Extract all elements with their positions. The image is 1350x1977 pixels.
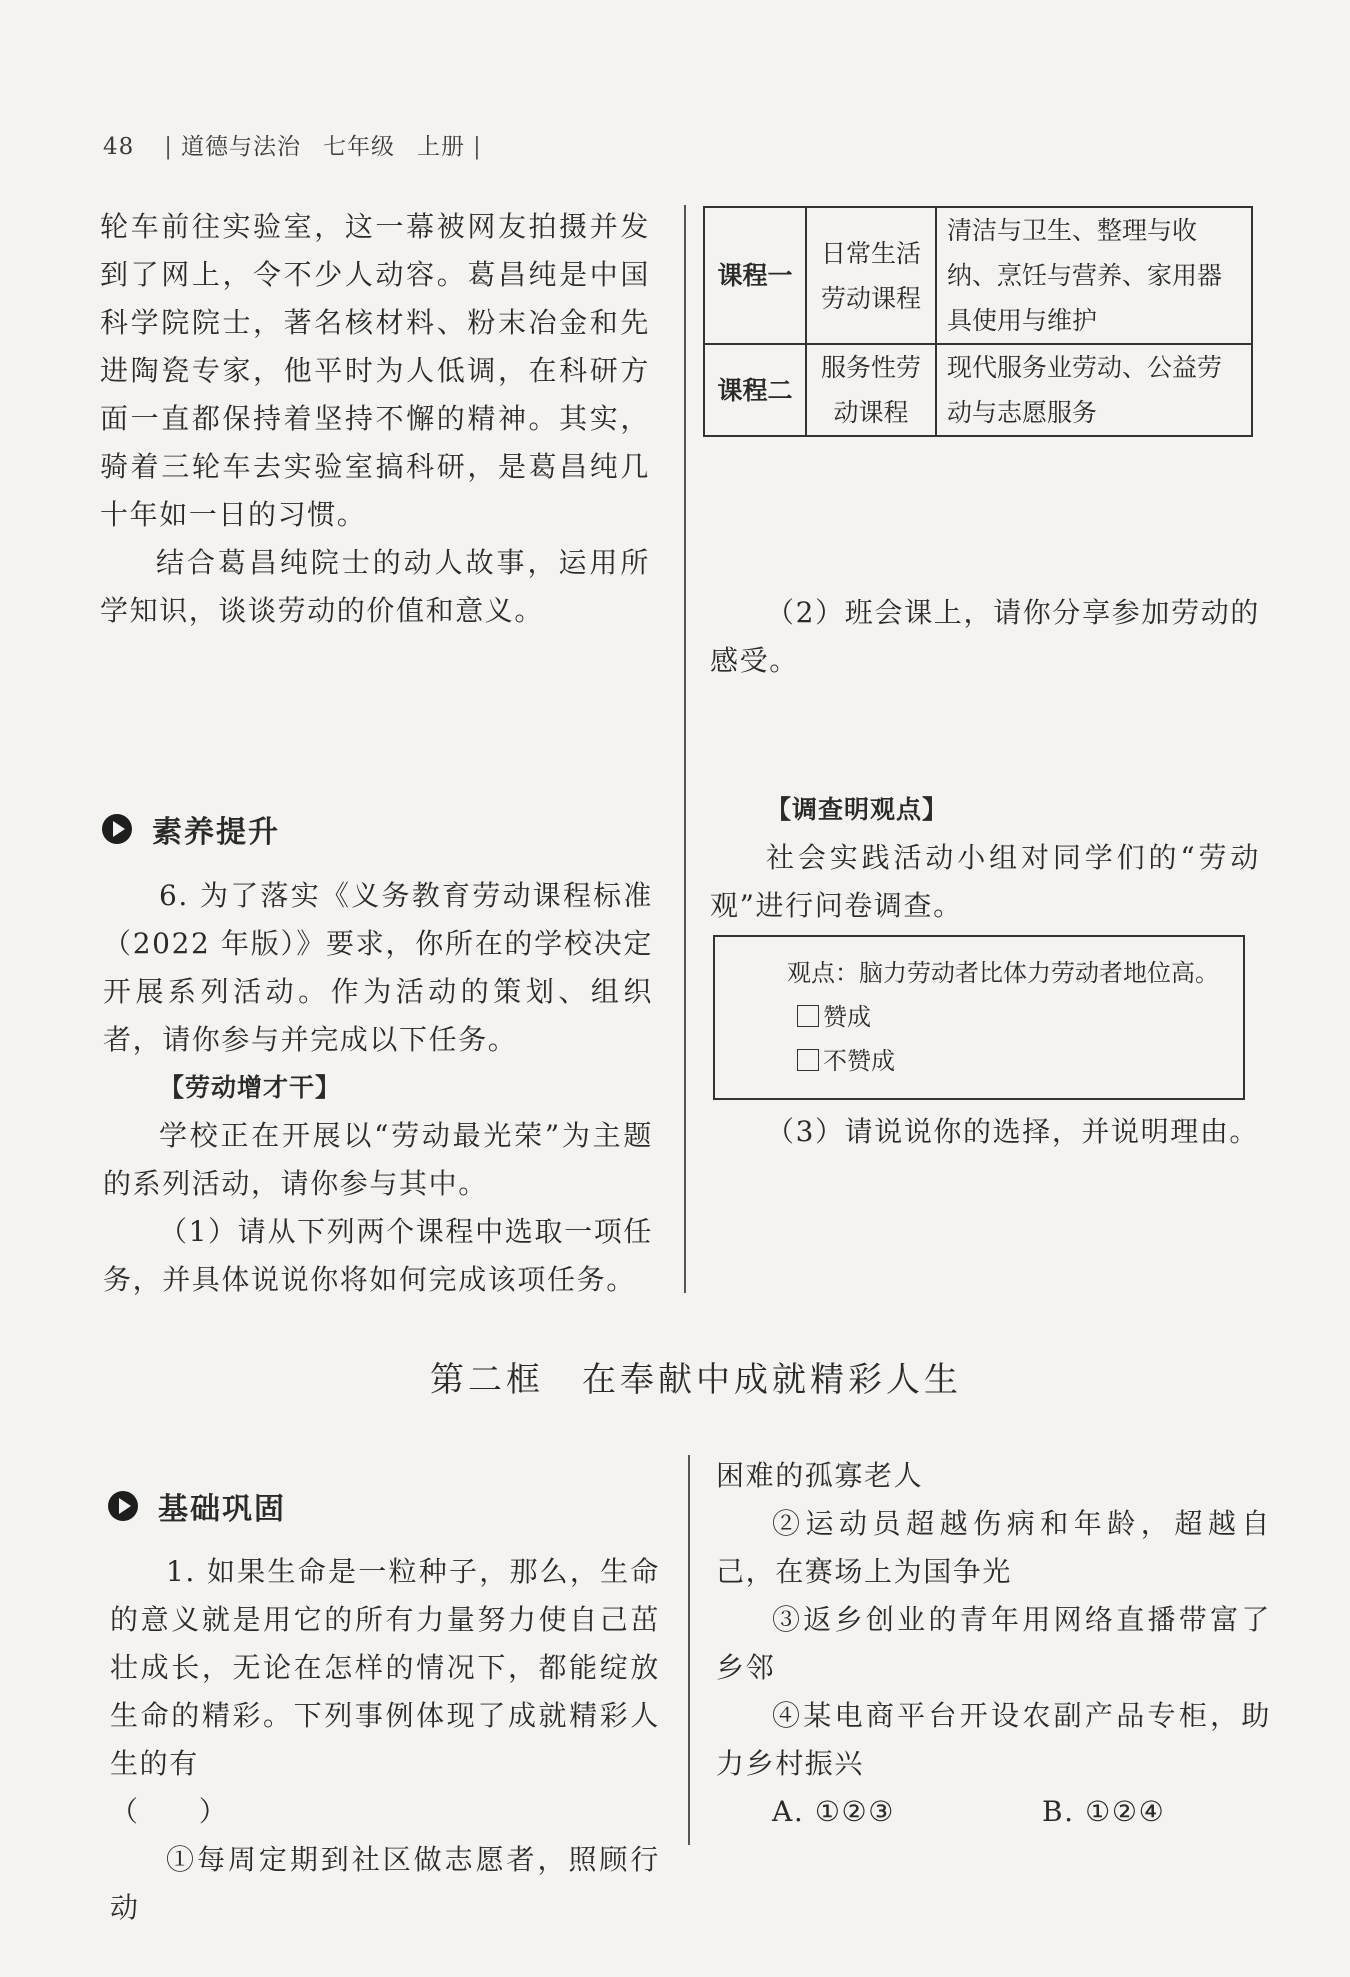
course-type: 日常生活劳动课程 bbox=[806, 207, 936, 344]
question-6-3: （3）请说说你的选择，并说明理由。 bbox=[766, 1115, 1260, 1148]
course-name: 课程二 bbox=[704, 344, 806, 436]
course-content: 清洁与卫生、整理与收纳、烹饪与营养、家用器具使用与维护 bbox=[936, 207, 1252, 344]
checkbox-disagree[interactable] bbox=[797, 1049, 819, 1071]
question-1-block bbox=[110, 1548, 660, 1932]
option-b[interactable]: B. ①②④ bbox=[1042, 1795, 1166, 1828]
item-2: ②运动员超越伤病和年龄，超越自己，在赛场上为国争光 bbox=[716, 1507, 1271, 1588]
question-6-1: （1）请从下列两个课程中选取一项任务，并具体说说你将如何完成该项任务。 bbox=[103, 1215, 653, 1296]
option-agree[interactable] bbox=[735, 995, 1223, 1039]
tag-laodong-text: 学校正在开展以“劳动最光荣”为主题的系列活动，请你参与其中。 bbox=[103, 1119, 653, 1200]
page-number: 48 bbox=[103, 134, 135, 160]
section-title: 基础巩固 bbox=[158, 1492, 286, 1527]
course-type: 服务性劳动课程 bbox=[806, 344, 936, 436]
question-6: 6. 为了落实《义务教育劳动课程标准（2022 年版）》要求，你所在的学校决定开展系列活动。作为活动的策划、组织者，请你参与并完成以下任务。 bbox=[103, 879, 653, 1056]
option-disagree-label: 不赞成 bbox=[823, 1047, 895, 1075]
section-title: 素养提升 bbox=[152, 815, 280, 850]
story-prompt: 结合葛昌纯院士的动人故事，运用所学知识，谈谈劳动的价值和意义。 bbox=[100, 546, 650, 627]
survey-box bbox=[713, 935, 1245, 1100]
story-text: 轮车前往实验室，这一幕被网友拍摄并发到了网上，令不少人动容。葛昌纯是中国科学院院士，著名核材料、粉末冶金和先进陶瓷专家，他平时为人低调，在科研方面一直都保持着坚持不懈的精神。其实，骑着三轮车去实验室搞科研，是葛昌纯几十年如一日的习惯。 bbox=[100, 210, 650, 531]
story-block bbox=[100, 203, 650, 635]
checkbox-agree[interactable] bbox=[797, 1005, 819, 1027]
course-name: 课程一 bbox=[704, 207, 806, 344]
tag-laodong: 【劳动增才干】 bbox=[159, 1073, 342, 1102]
column-divider-top bbox=[684, 205, 686, 1293]
item-3: ③返乡创业的青年用网络直播带富了乡邻 bbox=[716, 1603, 1271, 1684]
survey-block bbox=[710, 786, 1260, 930]
question-6-3-block bbox=[710, 1108, 1260, 1156]
item-1: ①每周定期到社区做志愿者，照顾行动 bbox=[110, 1843, 660, 1924]
section-suyang-heading bbox=[102, 807, 280, 851]
tag-diaocha: 【调查明观点】 bbox=[766, 795, 949, 824]
options-row bbox=[716, 1788, 1271, 1836]
table-row bbox=[704, 344, 1252, 436]
course-table bbox=[703, 206, 1253, 437]
answer-paren: （ ） bbox=[110, 1795, 229, 1828]
question-1-cont-block bbox=[716, 1452, 1271, 1836]
question-6-block bbox=[103, 872, 653, 1304]
tag-diaocha-text: 社会实践活动小组对同学们的“劳动观”进行问卷调查。 bbox=[710, 841, 1260, 922]
survey-view: 观点：脑力劳动者比体力劳动者地位高。 bbox=[787, 959, 1219, 987]
subject: 道德与法治 bbox=[181, 134, 302, 160]
column-divider-bottom bbox=[688, 1455, 690, 1845]
play-icon bbox=[102, 814, 132, 844]
frame2-title: 第二框 在奉献中成就精彩人生 bbox=[430, 1360, 962, 1400]
question-1: 1. 如果生命是一粒种子，那么，生命的意义就是用它的所有力量努力使自己茁壮成长，无论在怎样的情况下，都能绽放生命的精彩。下列事例体现了成就精彩人生的有 bbox=[110, 1555, 660, 1780]
option-agree-label: 赞成 bbox=[823, 1003, 871, 1031]
play-icon bbox=[108, 1491, 138, 1521]
section-jichu-heading bbox=[108, 1484, 286, 1528]
page-header: 48 | 道德与法治 七年级 上册 | bbox=[103, 134, 482, 160]
question-6-2: （2）班会课上，请你分享参加劳动的感受。 bbox=[710, 596, 1260, 677]
question-6-2-block bbox=[710, 589, 1260, 685]
option-disagree[interactable] bbox=[735, 1039, 1223, 1083]
grade: 七年级 bbox=[323, 134, 396, 160]
volume: 上册 bbox=[417, 134, 466, 160]
table-row bbox=[704, 207, 1252, 344]
item-1-cont: 困难的孤寡老人 bbox=[716, 1459, 924, 1492]
item-4: ④某电商平台开设农副产品专柜，助力乡村振兴 bbox=[716, 1699, 1271, 1780]
option-a[interactable]: A. ①②③ bbox=[772, 1795, 895, 1828]
course-content: 现代服务业劳动、公益劳动与志愿服务 bbox=[936, 344, 1252, 436]
